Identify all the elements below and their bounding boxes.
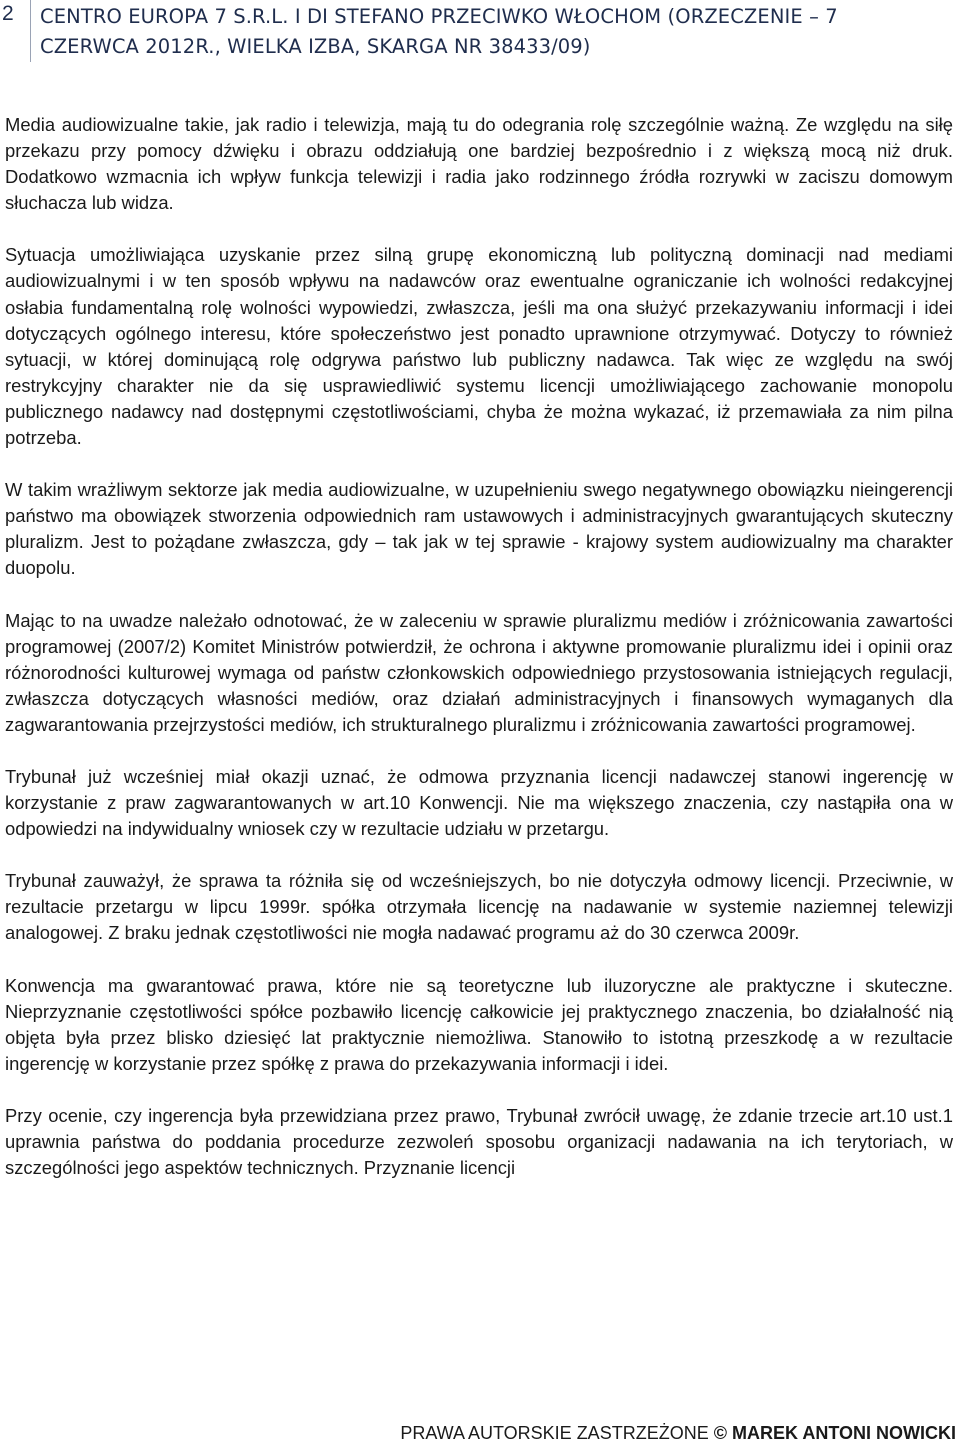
page-header xyxy=(0,0,960,66)
author-name: MAREK ANTONI NOWICKI xyxy=(732,1423,956,1443)
document-body xyxy=(5,112,953,1181)
page-footer xyxy=(400,1422,956,1444)
page-number: 2 xyxy=(2,2,14,25)
paragraph: Sytuacja umożliwiająca uzyskanie przez silną grupę ekonomiczną lub polityczną dominacji nad mediami audiowizualnymi i w ten sposób wpływu na nadawców oraz ewentualne ograniczanie ich wolności redakcyjnej osłabia fundamentalną rolę wolności wypowiedzi, zwłaszcza, jeśli ma ona służyć przekazywaniu informacji i idei dotyczących ogólnego interesu, które społeczeństwo jest ponadto uprawnione otrzymywać. Dotyczy to również sytuacji, w której dominującą rolę odgrywa państwo lub publiczny nadawca. Tak więc ze względu na swój restrykcyjny charakter nie da się usprawiedliwić systemu licencji umożliwiającego zachowanie monopolu publicznego nadawcy nad dostępnymi częstotliwościami, chyba że można wykazać, iż przemawiała za nim pilna potrzeba. xyxy=(5,244,953,449)
header-divider xyxy=(30,0,31,62)
paragraph: Konwencja ma gwarantować prawa, które nie są teoretyczne lub iluzoryczne ale praktyczne i skuteczne. Nieprzyznanie częstotliwości spółce pozbawiło licencję całkowicie jej praktycznego znaczenia, bo działalność nią objęta była przez blisko dziesięć lat praktycznie niemożliwa. Stanowiło to istotną przeszkodę a w rezultacie ingerencję w korzystanie przez spółkę z prawa do przekazywania informacji i idei. xyxy=(5,974,953,1074)
paragraph: Media audiowizualne takie, jak radio i telewizja, mają tu do odegrania rolę szczególnie ważną. Ze względu na siłę przekazu przy pomocy dźwięku i obrazu oddziałują one bardziej bezpośrednio i z większą mocą niż druk. Dodatkowo wzmacnia ich wpływ funkcja telewizji i radia jako rodzinnego źródła rozrywki w zaciszu domowym słuchacza lub widza. xyxy=(5,114,953,214)
paragraph: Trybunał już wcześniej miał okazji uznać, że odmowa przyznania licencji nadawczej stanowi ingerencję w korzystanie z praw zagwarantowanych w art.10 Konwencji. Nie ma większego znaczenia, czy nastąpiła ona w odpowiedzi na indywidualny wniosek czy w rezultacie udziału w przetargu. xyxy=(5,765,953,840)
paragraph: Trybunał zauważył, że sprawa ta różniła się od wcześniejszych, bo nie dotyczyła odmowy licencji. Przeciwnie, w rezultacie przetargu w lipcu 1999r. spółka otrzymała licencję na nadawanie w systemie naziemnej telewizji analogowej. Z braku jednak częstotliwości nie mogła nadawać programu aż do 30 czerwca 2009r. xyxy=(5,870,953,944)
paragraph: Mając to na uwadze należało odnotować, że w zaleceniu w sprawie pluralizmu mediów i zróżnicowania zawartości programowej (2007/2) Komitet Ministrów potwierdził, że ochrona i aktywne promowanie pluralizmu idei i opinii oraz różnorodności kulturowej wymaga od państw członkowskich odpowiedniego przystosowania istniejących regulacji, zwłaszcza dotyczących własności mediów, oraz działań administracyjnych i finansowych wymaganych dla zagwarantowania przejrzystości mediów, ich strukturalnego pluralizmu i zróżnicowania zawartości programowej. xyxy=(5,609,953,735)
copyright-icon: © xyxy=(713,1423,727,1443)
paragraph: W takim wrażliwym sektorze jak media audiowizualne, w uzupełnieniu swego negatywnego obowiązku nieingerencji państwo ma obowiązek stworzenia odpowiednich ram ustawowych i administracyjnych gwarantujących skuteczny pluralizm. Jest to pożądane zwłaszcza, gdy – tak jak w tej sprawie - krajowy system audiowizualny ma charakter duopolu. xyxy=(5,479,953,579)
document-title: CENTRO EUROPA 7 S.R.L. I DI STEFANO PRZECIWKO WŁOCHOM (ORZECZENIE – 7 CZERWCA 2012R., WIELKA IZBA, SKARGA NR 38433/09) xyxy=(40,5,838,58)
paragraph: Przy ocenie, czy ingerencja była przewidziana przez prawo, Trybunał zwrócił uwagę, że zdanie trzecie art.10 ust.1 uprawnia państwa do poddania procedurze zezwoleń sposobu organizacji nadawania na ich terytoriach, w szczególności jego aspektów technicznych. Przyznanie licencji xyxy=(5,1104,953,1179)
copyright-notice: PRAWA AUTORSKIE ZASTRZEŻONE xyxy=(400,1423,709,1443)
